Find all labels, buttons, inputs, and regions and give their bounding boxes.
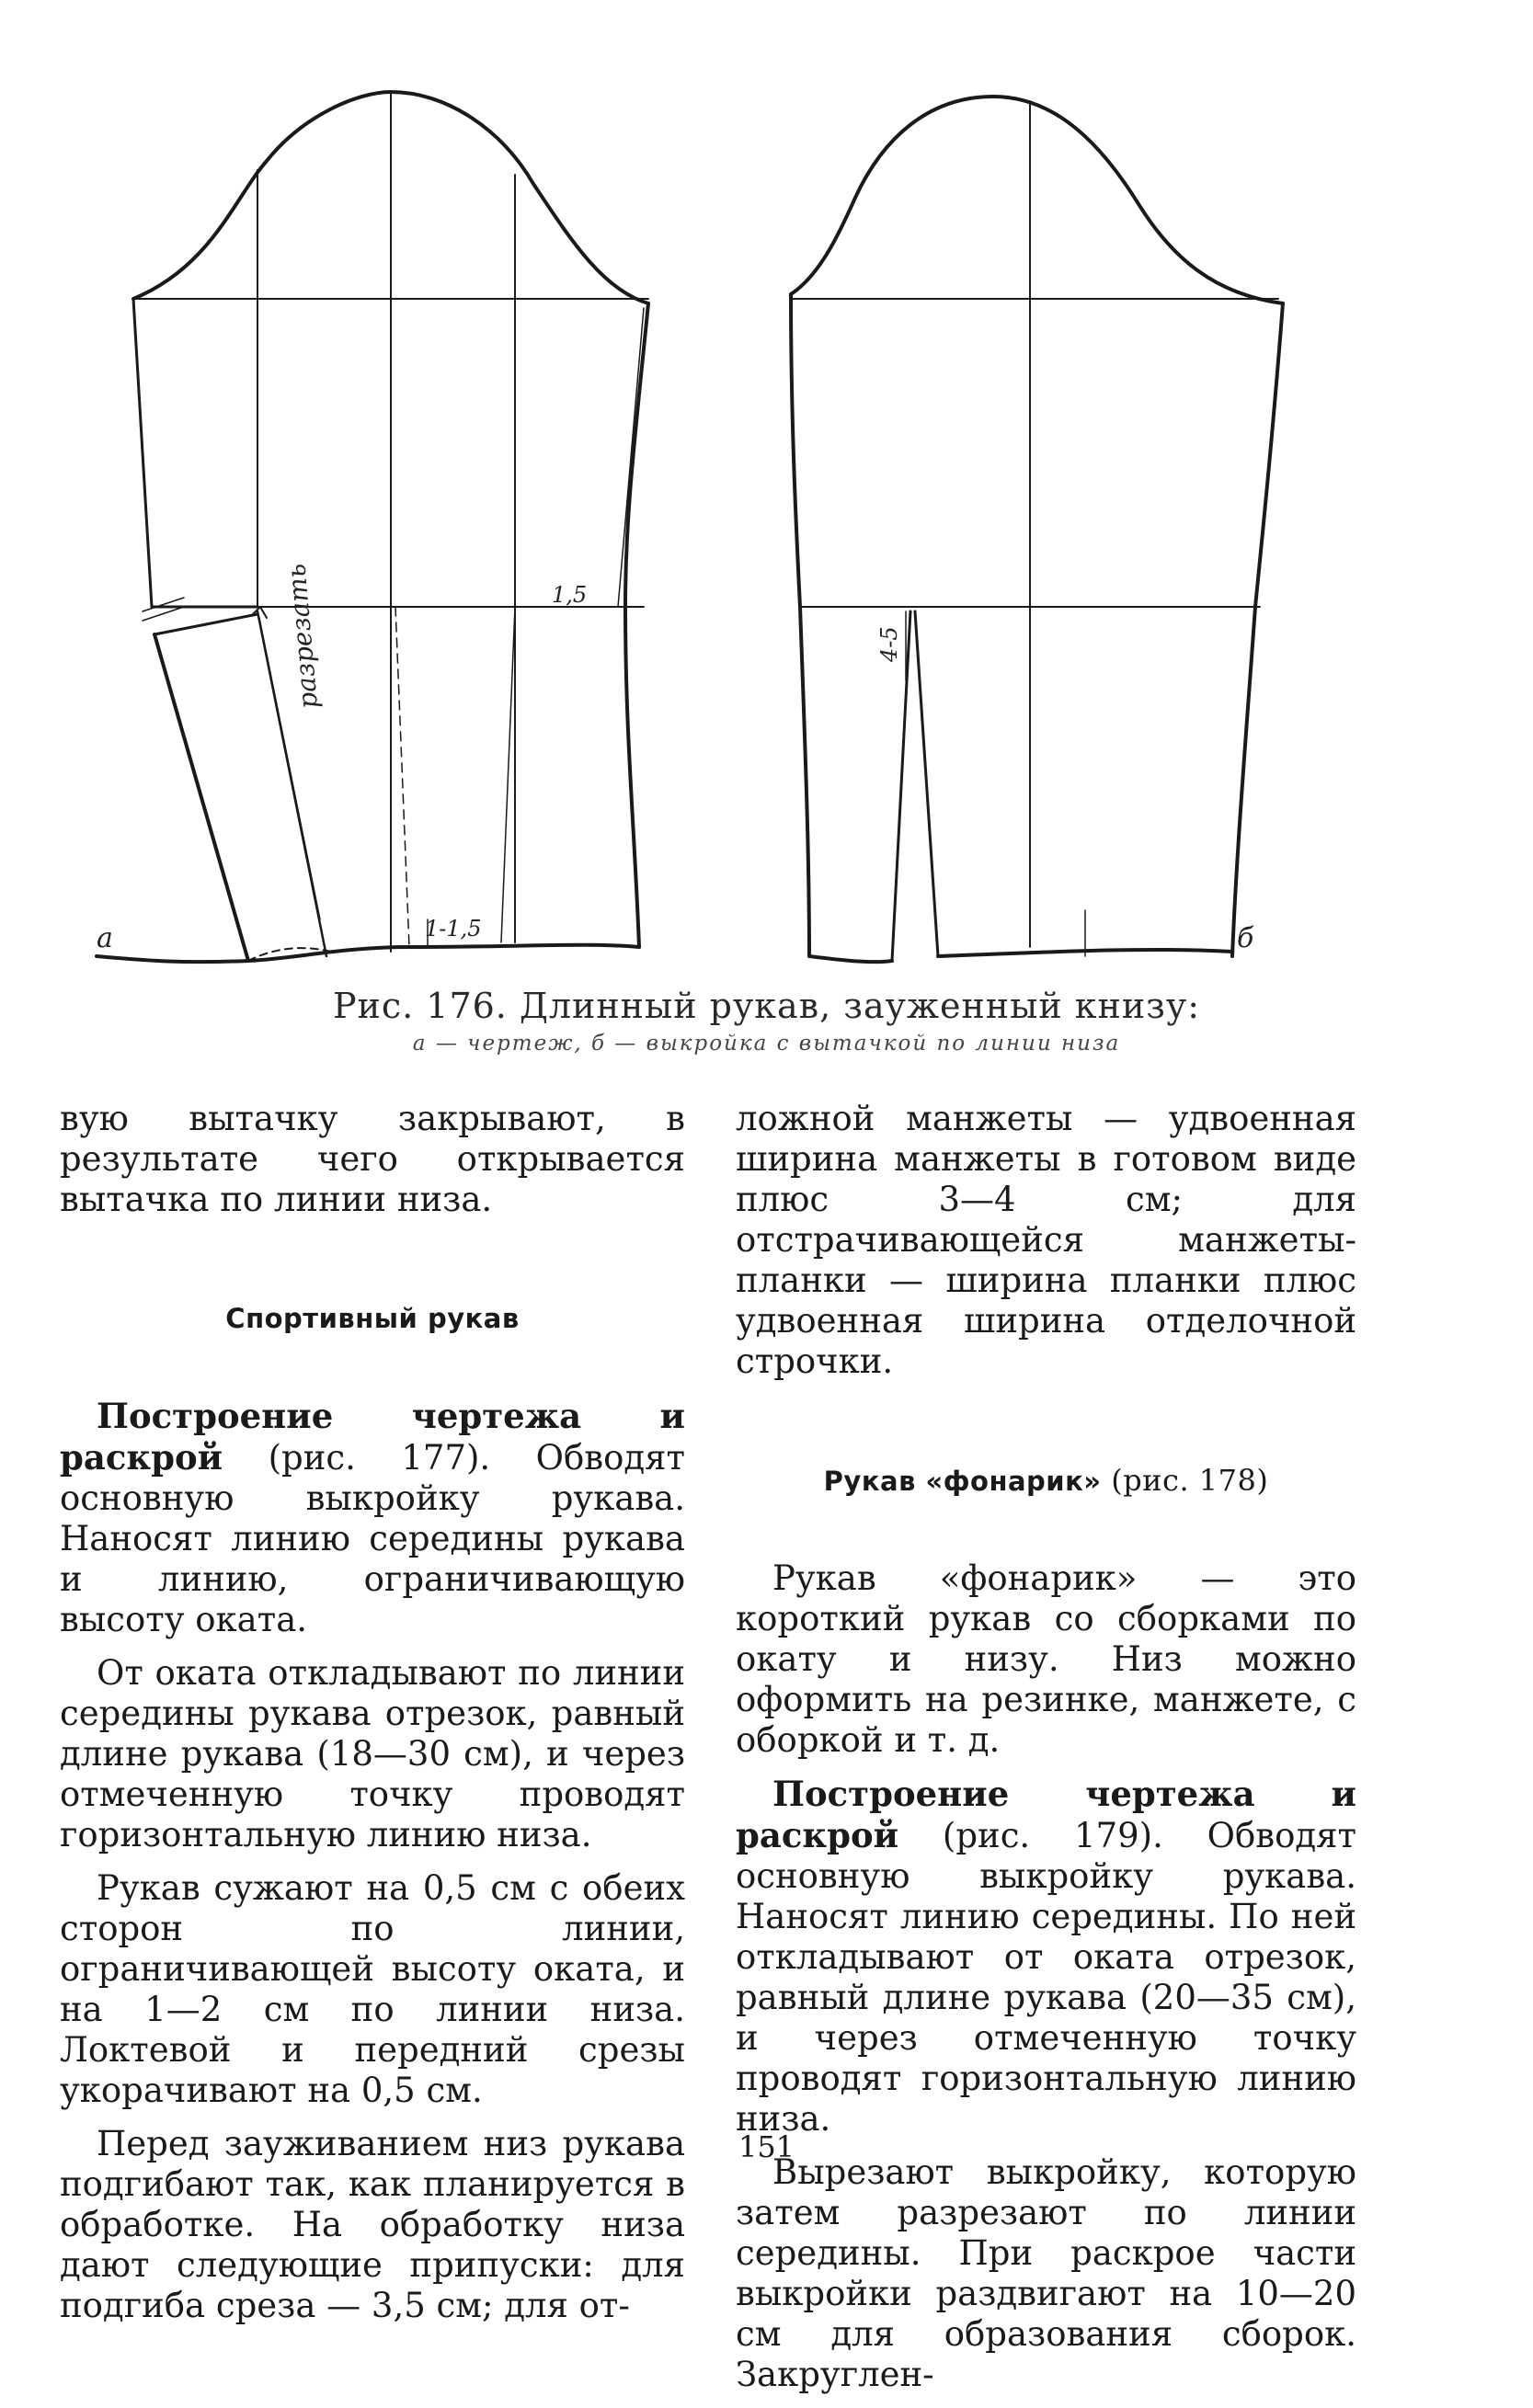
sleeve-pattern-drawings (0, 0, 1533, 993)
page-number: 151 (738, 2129, 795, 2164)
bold-lead: Построение чертежа и раскрой (736, 1774, 1356, 1855)
measure-1-5: 1,5 (552, 582, 588, 608)
paragraph: Рукав «фонарик» — это короткий рукав со сборками по окату и низу. Низ можно оформить на резинке, манжете, с оборкой и т. д. (736, 1558, 1356, 1760)
paragraph (736, 1774, 1356, 2140)
sleeve-pattern-b (791, 97, 1283, 962)
figure-caption (0, 986, 1533, 1056)
paragraph: Вырезают выкройку, которую затем разрезают по линии середины. При раскрое части выкройки раздвигают на 10—20 см для образования сборок. Закруглен- (736, 2152, 1356, 2394)
section-heading-sport-sleeve: Спортивный рукав (225, 1303, 520, 1334)
caption-main: Рис. 176. Длинный рукав, зауженный книзу: (332, 986, 1201, 1026)
paragraph: Рукав сужают на 0,5 см с обеих сторон по линии, ограничивающей высоту оката, и на 1—2 см по линии низа. Локтевой и передний срезы укорачивают на 0,5 см. (60, 1868, 685, 2110)
paragraph: вую вытачку закрывают, в результате чего открывается вытачка по линии низа. (60, 1099, 685, 1219)
paragraph (60, 1396, 685, 1640)
bold-lead: Построение чертежа и раскрой (60, 1396, 685, 1478)
caption-sub: а — чертеж, б — выкройка с вытачкой по линии низа (412, 1032, 1121, 1056)
paragraph: Перед зауживанием низ рукава подгибают так, как планируется в обработке. На обработку низа дают следующие припуски: для подгиба среза — 3,5 см; для от- (60, 2124, 685, 2325)
paragraph-text: (рис. 179). Обводят основную выкройку рукава. Наносят линию середины. По ней откладывают от оката отрезок, равный длине рукава (20—35 см), и через отмеченную точку проводят горизонтальную линию низа. (736, 1816, 1356, 2139)
label-a: а (97, 922, 113, 954)
figure-176 (0, 0, 1533, 993)
measure-slit: разрезать (280, 562, 324, 711)
label-b: б (1237, 922, 1254, 954)
sleeve-draft-a (97, 92, 648, 962)
section-heading-lantern-sleeve (736, 1460, 1356, 1501)
right-column (736, 1099, 1356, 2408)
measure-4-5: 4-5 (876, 626, 902, 662)
paragraph: ложной манжеты — удвоенная ширина манжеты в готовом виде плюс 3—4 см; для отстрачивающейся манжеты-планки — ширина планки плюс удвоенная ширина отделочной строчки. (736, 1099, 1356, 1381)
measure-1-15: 1-1,5 (425, 916, 482, 942)
heading-title: Рукав «фонарик» (823, 1466, 1102, 1497)
heading-ref: (рис. 178) (1101, 1463, 1269, 1498)
paragraph: От оката откладывают по линии середины рукава отрезок, равный длине рукава (18—30 см), и через отмеченную точку проводят горизонтальную линию низа. (60, 1653, 685, 1855)
paragraph-text: (рис. 177). Обводят основную выкройку рукава. Наносят линию середины рукава и линию, ограничивающую высоту оката. (60, 1438, 685, 1639)
